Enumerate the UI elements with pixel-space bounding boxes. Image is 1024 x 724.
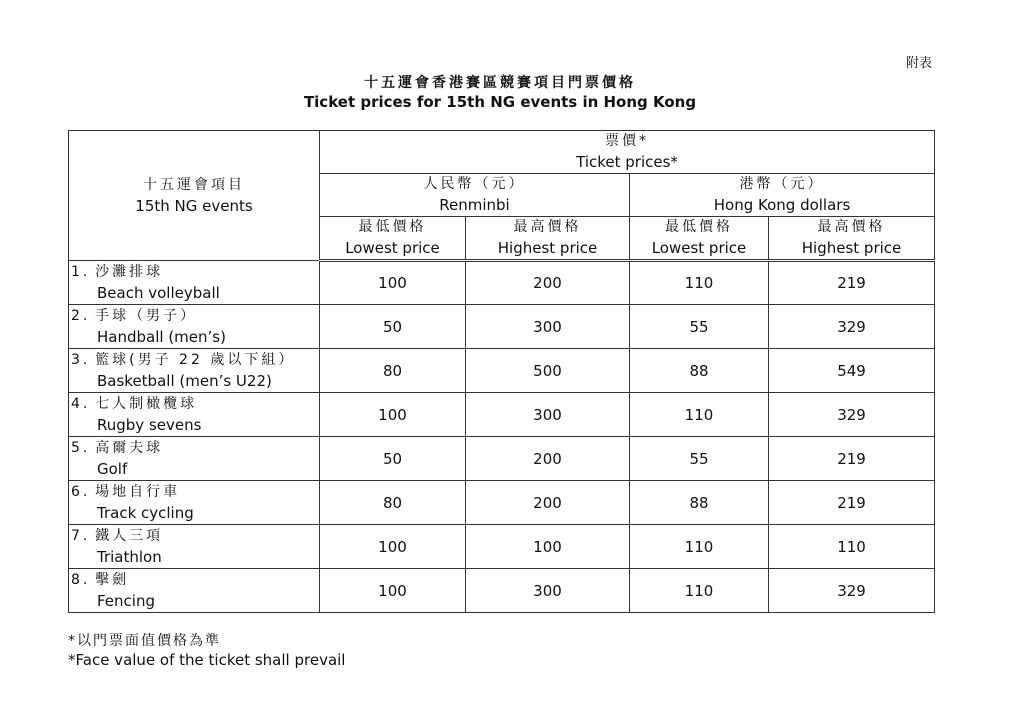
header-hkd xyxy=(630,174,935,217)
header-rmb-lowest xyxy=(320,217,466,261)
event-name-en: Track cycling xyxy=(97,504,194,522)
table-row xyxy=(69,437,935,481)
event-name-zh: 沙灘排球 xyxy=(95,264,164,280)
event-number: 4. xyxy=(71,396,91,412)
event-name-en: Fencing xyxy=(97,592,155,610)
event-cell xyxy=(69,437,320,481)
hkd-lowest-price: 110 xyxy=(630,393,769,437)
header-hkd-zh: 港幣（元） xyxy=(739,176,825,192)
hkd-lowest-price: 55 xyxy=(630,305,769,349)
rmb-highest-price: 200 xyxy=(466,481,630,525)
hkd-lowest-price: 88 xyxy=(630,481,769,525)
rmb-highest-price: 300 xyxy=(466,393,630,437)
rmb-highest-price: 200 xyxy=(466,261,630,305)
header-hkd-en: Hong Kong dollars xyxy=(713,196,851,214)
event-name-zh: 手球（男子） xyxy=(95,308,198,324)
header-events-zh: 十五運會項目 xyxy=(143,176,245,193)
rmb-lowest-price: 50 xyxy=(320,305,466,349)
header-highest-zh: 最高價格 xyxy=(817,219,886,235)
event-cell xyxy=(69,393,320,437)
header-rmb-zh: 人民幣（元） xyxy=(423,176,526,192)
table-row xyxy=(69,393,935,437)
rmb-lowest-price: 100 xyxy=(320,393,466,437)
table-row xyxy=(69,525,935,569)
event-number: 1. xyxy=(71,264,91,280)
event-name-en: Triathlon xyxy=(97,548,162,566)
hkd-highest-price: 219 xyxy=(769,437,935,481)
header-rmb-en: Renminbi xyxy=(439,196,510,214)
header-lowest-zh: 最低價格 xyxy=(358,219,427,235)
header-ticket-prices xyxy=(320,131,935,174)
event-name-en: Beach volleyball xyxy=(97,284,220,302)
title-english: Ticket prices for 15th NG events in Hong Kong xyxy=(303,93,697,111)
hkd-highest-price: 219 xyxy=(769,261,935,305)
header-highest-en: Highest price xyxy=(497,239,598,257)
event-name-en: Golf xyxy=(97,460,128,478)
hkd-lowest-price: 88 xyxy=(630,349,769,393)
header-lowest-en: Lowest price xyxy=(345,239,440,257)
hkd-highest-price: 329 xyxy=(769,305,935,349)
event-name-en: Basketball (men’s U22) xyxy=(97,372,272,390)
hkd-lowest-price: 55 xyxy=(630,437,769,481)
event-cell xyxy=(69,525,320,569)
header-events xyxy=(69,131,320,261)
rmb-lowest-price: 100 xyxy=(320,569,466,613)
event-name-en: Handball (men’s) xyxy=(97,328,226,346)
hkd-lowest-price: 110 xyxy=(630,261,769,305)
event-cell xyxy=(69,481,320,525)
rmb-highest-price: 500 xyxy=(466,349,630,393)
event-number: 5. xyxy=(71,440,91,456)
footnote-chinese: *以門票面值價格為準 xyxy=(68,633,221,649)
rmb-lowest-price: 100 xyxy=(320,261,466,305)
hkd-highest-price: 549 xyxy=(769,349,935,393)
event-name-zh: 擊劍 xyxy=(95,572,130,588)
event-number: 2. xyxy=(71,308,91,324)
event-name-zh: 高爾夫球 xyxy=(95,440,164,456)
hkd-highest-price: 329 xyxy=(769,393,935,437)
event-name-zh: 鐵人三項 xyxy=(95,528,164,544)
header-hkd-lowest xyxy=(630,217,769,261)
event-name-zh: 場地自行車 xyxy=(95,484,181,500)
table-row xyxy=(69,261,935,305)
event-number: 7. xyxy=(71,528,91,544)
header-rmb xyxy=(320,174,630,217)
event-number: 3. xyxy=(71,352,91,368)
rmb-highest-price: 100 xyxy=(466,525,630,569)
header-highest-en: Highest price xyxy=(801,239,902,257)
title-chinese: 十五運會香港賽區競賽項目門票價格 xyxy=(364,75,636,91)
header-lowest-zh: 最低價格 xyxy=(665,219,733,235)
table-row xyxy=(69,349,935,393)
event-cell xyxy=(69,569,320,613)
hkd-lowest-price: 110 xyxy=(630,525,769,569)
header-rmb-highest xyxy=(466,217,630,261)
header-events-en: 15th NG events xyxy=(135,196,253,215)
hkd-lowest-price: 110 xyxy=(630,569,769,613)
rmb-lowest-price: 80 xyxy=(320,349,466,393)
ticket-price-table xyxy=(68,130,935,613)
rmb-lowest-price: 50 xyxy=(320,437,466,481)
event-number: 6. xyxy=(71,484,91,500)
header-lowest-en: Lowest price xyxy=(651,239,747,257)
table-row xyxy=(69,569,935,613)
event-name-zh: 七人制橄欖球 xyxy=(95,396,198,412)
event-name-en: Rugby sevens xyxy=(97,416,202,434)
rmb-highest-price: 200 xyxy=(466,437,630,481)
rmb-highest-price: 300 xyxy=(466,305,630,349)
rmb-lowest-price: 100 xyxy=(320,525,466,569)
annex-label: 附表 xyxy=(906,56,933,71)
table-row xyxy=(69,305,935,349)
header-prices-zh: 票價* xyxy=(605,133,650,149)
rmb-highest-price: 300 xyxy=(466,569,630,613)
table-row xyxy=(69,481,935,525)
header-highest-zh: 最高價格 xyxy=(513,219,582,235)
footnote-english: *Face value of the ticket shall prevail xyxy=(68,651,346,669)
hkd-highest-price: 219 xyxy=(769,481,935,525)
event-number: 8. xyxy=(71,572,91,588)
hkd-highest-price: 329 xyxy=(769,569,935,613)
event-name-zh: 籃球(男子 22 歲以下組） xyxy=(95,352,296,368)
hkd-highest-price: 110 xyxy=(769,525,935,569)
event-cell xyxy=(69,305,320,349)
event-cell xyxy=(69,261,320,305)
header-prices-en: Ticket prices* xyxy=(576,153,678,171)
rmb-lowest-price: 80 xyxy=(320,481,466,525)
event-cell xyxy=(69,349,320,393)
header-hkd-highest xyxy=(769,217,935,261)
